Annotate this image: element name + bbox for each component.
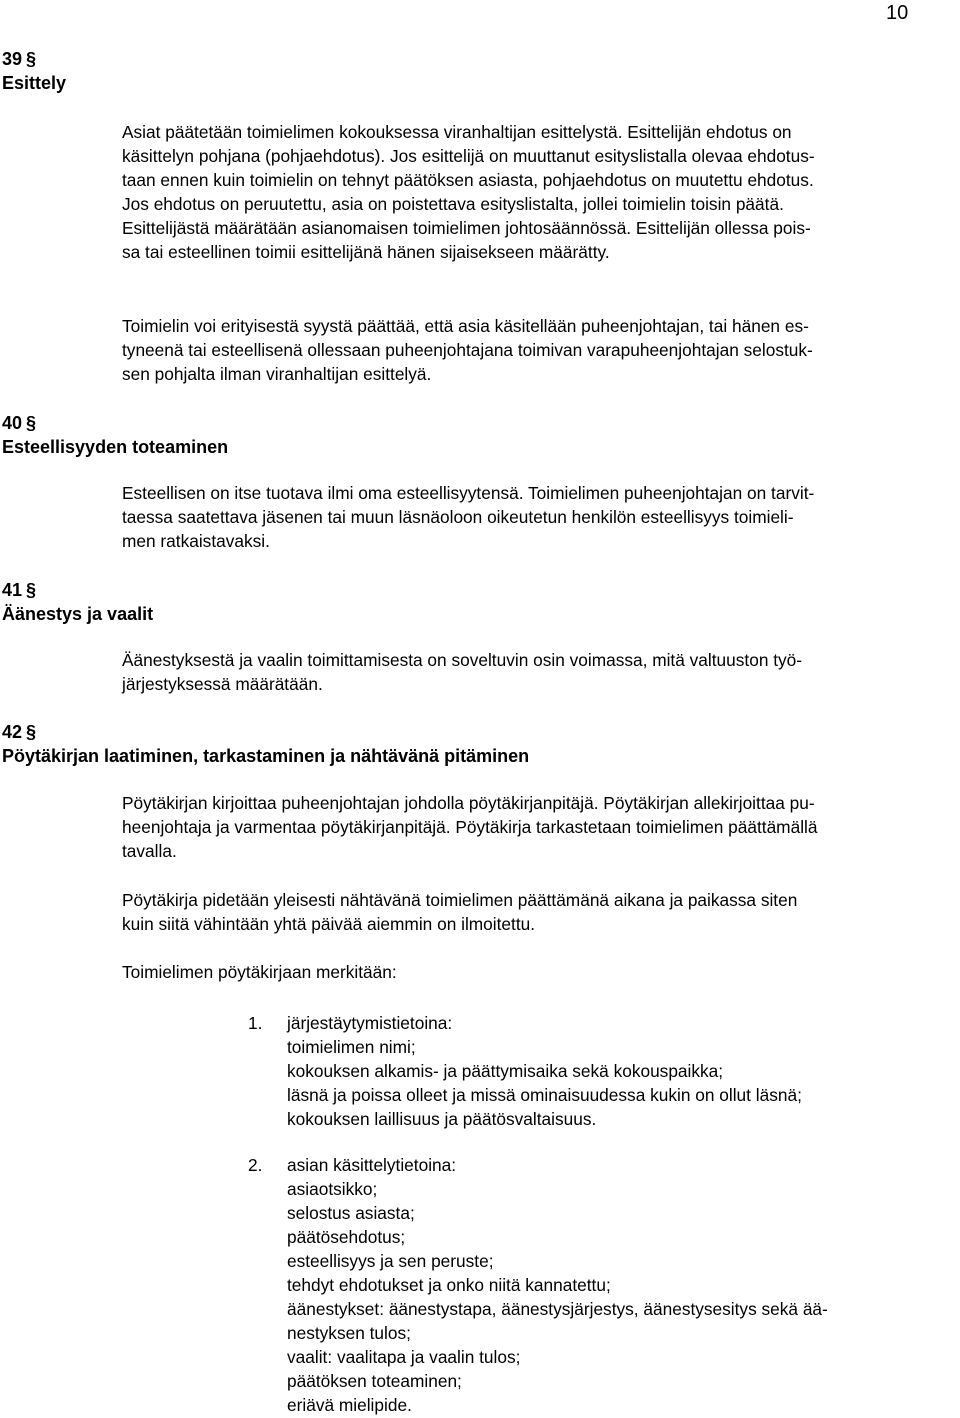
text-line: järjestäytymistietoina: <box>287 1013 453 1033</box>
text-line: Äänestyksestä ja vaalin toimittamisesta on soveltuvin osin voimassa, mitä valtuuston työ- <box>122 650 803 670</box>
text-line: vaalit: vaalitapa ja vaalin tulos; <box>287 1347 521 1367</box>
list-item <box>287 1011 802 1131</box>
text-line: Toimielin voi erityisestä syystä päättää, että asia käsitellään puheenjohtajan, tai hänen es- <box>122 316 809 336</box>
section-symbol: § <box>26 49 37 69</box>
section-heading-42 <box>2 720 529 768</box>
list-item <box>287 1153 828 1417</box>
section-title: Äänestys ja vaalit <box>2 604 154 624</box>
text-line: sa tai esteellinen toimii esittelijänä hänen sijaisekseen määrätty. <box>122 242 610 262</box>
text-line: nestyksen tulos; <box>287 1323 411 1343</box>
text-line: Asiat päätetään toimielimen kokouksessa viranhaltijan esittelystä. Esittelijän ehdotus on <box>122 122 792 142</box>
text-line: Pöytäkirjan kirjoittaa puheenjohtajan johdolla pöytäkirjanpitäjä. Pöytäkirjan allekirjoittaa pu- <box>122 793 815 813</box>
text-line: päätöksen toteaminen; <box>287 1371 462 1391</box>
text-line: taessa saatettava jäsenen tai muun läsnäoloon oikeutetun henkilön esteellisyys toimieli- <box>122 507 794 527</box>
page-number: 10 <box>886 2 909 24</box>
paragraph-poytakirja-3 <box>122 960 960 984</box>
text-line: järjestyksessä määrätään. <box>122 674 323 694</box>
list-number: 1. <box>248 1013 263 1033</box>
section-heading-41 <box>2 578 153 626</box>
text-line: eriävä mielipide. <box>287 1395 412 1415</box>
text-line: Toimielimen pöytäkirjaan merkitään: <box>122 962 397 982</box>
text-line: men ratkaistavaksi. <box>122 531 270 551</box>
text-line: asiaotsikko; <box>287 1179 378 1199</box>
section-symbol: § <box>26 580 37 600</box>
text-line: tehdyt ehdotukset ja onko niitä kannatettu; <box>287 1275 611 1295</box>
section-title: Esteellisyyden toteaminen <box>2 437 229 457</box>
section-heading-40 <box>2 411 228 459</box>
text-line: selostus asiasta; <box>287 1203 415 1223</box>
text-line: asian käsittelytietoina: <box>287 1155 457 1175</box>
text-line: tyneenä tai esteellisenä ollessaan puheenjohtajana toimivan varapuheenjohtajan selostuk- <box>122 340 813 360</box>
text-line: taan ennen kuin toimielin on tehnyt päätöksen asiasta, pohjaehdotus on muutettu ehdotus. <box>122 170 814 190</box>
paragraph-esittely-1 <box>122 120 960 216</box>
section-number: 40 <box>2 413 23 433</box>
section-title: Esittely <box>2 73 67 93</box>
paragraph-esittely-2 <box>122 216 960 264</box>
text-line: kokouksen alkamis- ja päättymisaika sekä kokouspaikka; <box>287 1061 724 1081</box>
section-heading-39 <box>2 47 66 95</box>
section-number: 41 <box>2 580 23 600</box>
text-line: sen pohjalta ilman viranhaltijan esittelyä. <box>122 364 432 384</box>
text-line: kokouksen laillisuus ja päätösvaltaisuus. <box>287 1109 597 1129</box>
section-number: 42 <box>2 722 23 742</box>
paragraph-esittely-3 <box>122 314 960 386</box>
text-line: Esteellisen on itse tuotava ilmi oma esteellisyytensä. Toimielimen puheenjohtajan on tarvit- <box>122 483 815 503</box>
section-symbol: § <box>26 722 37 742</box>
paragraph-aanestys <box>122 648 960 696</box>
text-line: äänestykset: äänestystapa, äänestysjärjestys, äänestysesitys sekä ää- <box>287 1299 828 1319</box>
text-line: toimielimen nimi; <box>287 1037 416 1057</box>
list-number: 2. <box>248 1155 263 1175</box>
section-title: Pöytäkirjan laatiminen, tarkastaminen ja nähtävänä pitäminen <box>2 746 530 766</box>
text-line: käsittelyn pohjana (pohjaehdotus). Jos esittelijä on muuttanut esityslistalla olevaa ehdotus- <box>122 146 815 166</box>
paragraph-poytakirja-1 <box>122 791 960 863</box>
section-number: 39 <box>2 49 23 69</box>
text-line: läsnä ja poissa olleet ja missä ominaisuudessa kukin on ollut läsnä; <box>287 1085 802 1105</box>
text-line: esteellisyys ja sen peruste; <box>287 1251 494 1271</box>
paragraph-esteellisyys <box>122 481 960 553</box>
paragraph-poytakirja-2 <box>122 888 960 936</box>
text-line: heenjohtaja ja varmentaa pöytäkirjanpitäjä. Pöytäkirja tarkastetaan toimielimen päättämällä <box>122 817 818 837</box>
section-symbol: § <box>26 413 37 433</box>
text-line: Jos ehdotus on peruutettu, asia on poistettava esityslistalta, jollei toimielin toisin päätä. <box>122 194 784 214</box>
text-line: Esittelijästä määrätään asianomaisen toimielimen johtosäännössä. Esittelijän ollessa pois- <box>122 218 811 238</box>
text-line: päätösehdotus; <box>287 1227 406 1247</box>
text-line: tavalla. <box>122 841 177 861</box>
text-line: kuin siitä vähintään yhtä päivää aiemmin on ilmoitettu. <box>122 914 536 934</box>
text-line: Pöytäkirja pidetään yleisesti nähtävänä toimielimen päättämänä aikana ja paikassa siten <box>122 890 798 910</box>
